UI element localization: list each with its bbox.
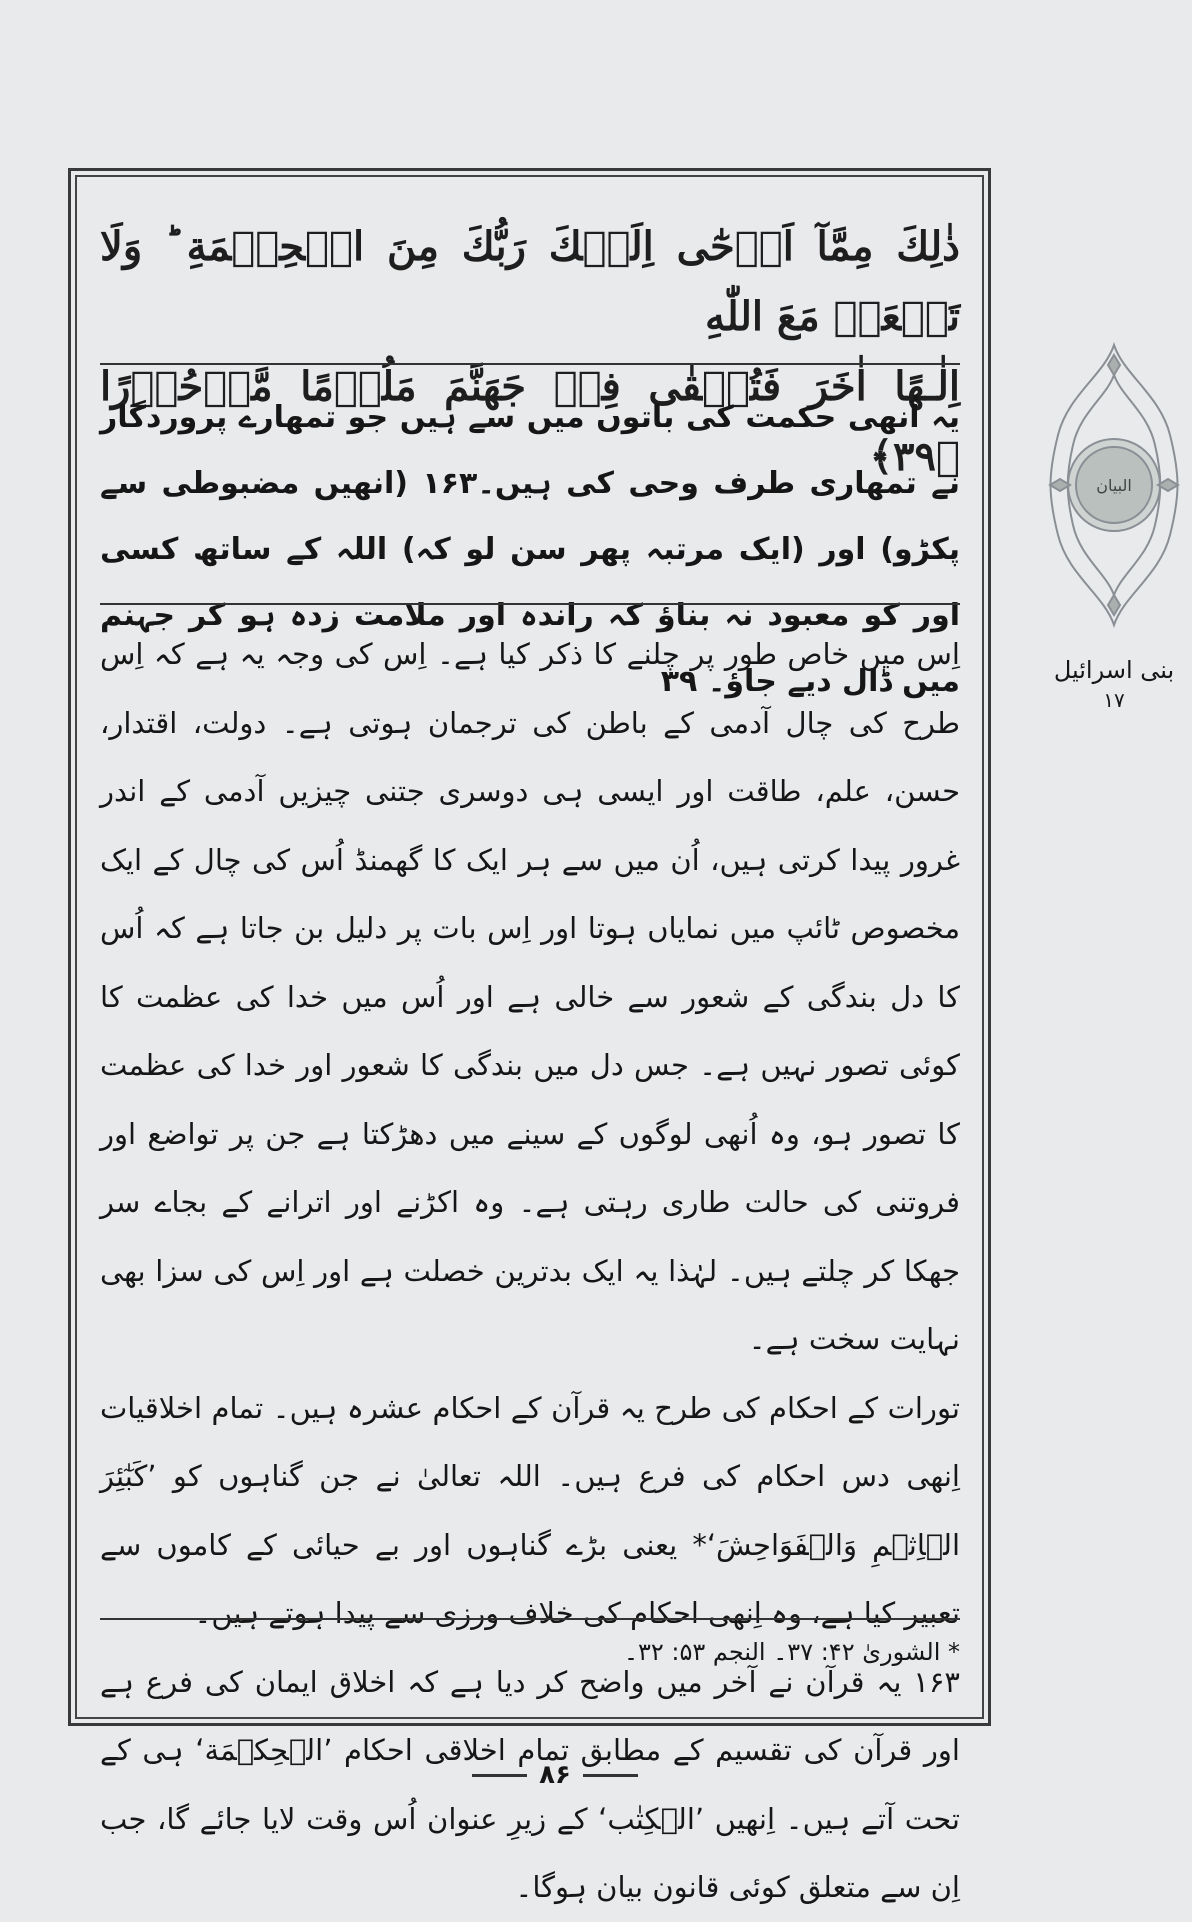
page-number-text: ۸۶ (539, 1760, 571, 1790)
translation-text: یہ اُنھی حکمت کی باتوں میں سے ہیں جو تمھارے پروردگار نے تمھاری طرف وحی کی ہیں۔۱۶۳ (انھیں مضبوطی سے پکڑو) اور (ایک مرتبہ پھر سن لو کہ) اللہ کے ساتھ کسی اور کو معبود نہ بناؤ کہ راندہ اور ملامت زدہ ہو کر جہنم میں ڈال دیے جاؤ۔ ۳۹ (100, 400, 960, 699)
commentary-paragraph-3: ۱۶۳ یہ قرآن نے آخر میں واضح کر دیا ہے کہ اخلاق ایمان کی فرع ہے اور قرآن کی تقسیم کے مطابق تمام اخلاقی احکام ’الۡحِكۡمَة‘ ہی کے تحت آتے ہیں۔ اِنھیں ’الۡكِتٰب‘ کے زیرِ عنوان اُس وقت لایا جائے گا، جب اِن سے متعلق کوئی قانون بیان ہوگا۔ (100, 1664, 960, 1904)
page-number (430, 1755, 680, 1795)
surah-number: ۱۷ (1103, 688, 1125, 712)
commentary-paragraph-2: تورات کے احکام کی طرح یہ قرآن کے احکام عشرہ ہیں۔ تمام اخلاقیات اِنھی دس احکام کی فرع ہیں۔ اللہ تعالیٰ نے جن گناہوں کو ’كَبٰٓئِرَ الۡاِثۡمِ وَالۡفَوَاحِشَ‘* یعنی بڑے گناہوں اور بے حیائی کے کاموں سے تعبیر کیا ہے، وہ اِنھی احکام کی خلاف ورزی سے پیدا ہوتے ہیں۔ (100, 1390, 960, 1630)
page-number-right-dash (583, 1774, 638, 1777)
commentary (100, 620, 960, 1922)
footnote: * الشوریٰ ۴۲: ۳۷۔ النجم ۵۳: ۳۲۔ (623, 1638, 960, 1666)
medallion-label: البیان (1096, 476, 1132, 495)
albayan-medallion-icon (1040, 335, 1188, 635)
translation-divider (100, 603, 960, 605)
verse-line-1: ذٰلِكَ مِمَّآ اَوۡحٰٓى اِلَيۡكَ رَبُّكَ مِنَ الۡحِكۡمَةِ ؕ وَلَا تَجۡعَلۡ مَعَ اللّٰهِ (100, 223, 960, 340)
surah-label (1040, 655, 1188, 715)
surah-name: بنی اسرائیل (1053, 656, 1175, 684)
verse-line-2: اِلٰـهًا اٰخَرَ فَتُلۡقٰى فِىۡ جَهَنَّمَ مَلُوۡمًا مَّدۡحُوۡرًا ﴿۳۹﴾ (100, 363, 960, 480)
page-number-left-dash (472, 1774, 527, 1777)
verse-divider (100, 363, 960, 365)
commentary-paragraph-1: اِس میں خاص طور پر چلنے کا ذکر کیا ہے۔ اِس کی وجہ یہ ہے کہ اِس طرح کی چال آدمی کے باطن کی ترجمان ہوتی ہے۔ دولت، اقتدار، حسن، علم، طاقت اور ایسی ہی دوسری جتنی چیزیں آدمی کے اندر غرور پیدا کرتی ہیں، اُن میں سے ہر ایک کا گھمنڈ اُس کی چال کے ایک مخصوص ٹائپ میں نمایاں ہوتا اور اِس بات پر دلیل بن جاتا ہے کہ اُس کا دل بندگی کے شعور سے خالی ہے اور اُس میں خدا کی عظمت کا کوئی تصور نہیں ہے۔ جس دل میں بندگی کا شعور اور خدا کی عظمت کا تصور ہو، وہ اُنھی لوگوں کے سینے میں دھڑکتا ہے جن پر تواضع اور فروتنی کی حالت طاری رہتی ہے۔ وہ اکڑنے اور اترانے کے بجاے سر جھکا کر چلتے ہیں۔ لہٰذا یہ ایک بدترین خصلت ہے اور اِس کی سزا بھی نہایت سخت ہے۔ (100, 637, 960, 1356)
footnote-divider (100, 1618, 960, 1620)
